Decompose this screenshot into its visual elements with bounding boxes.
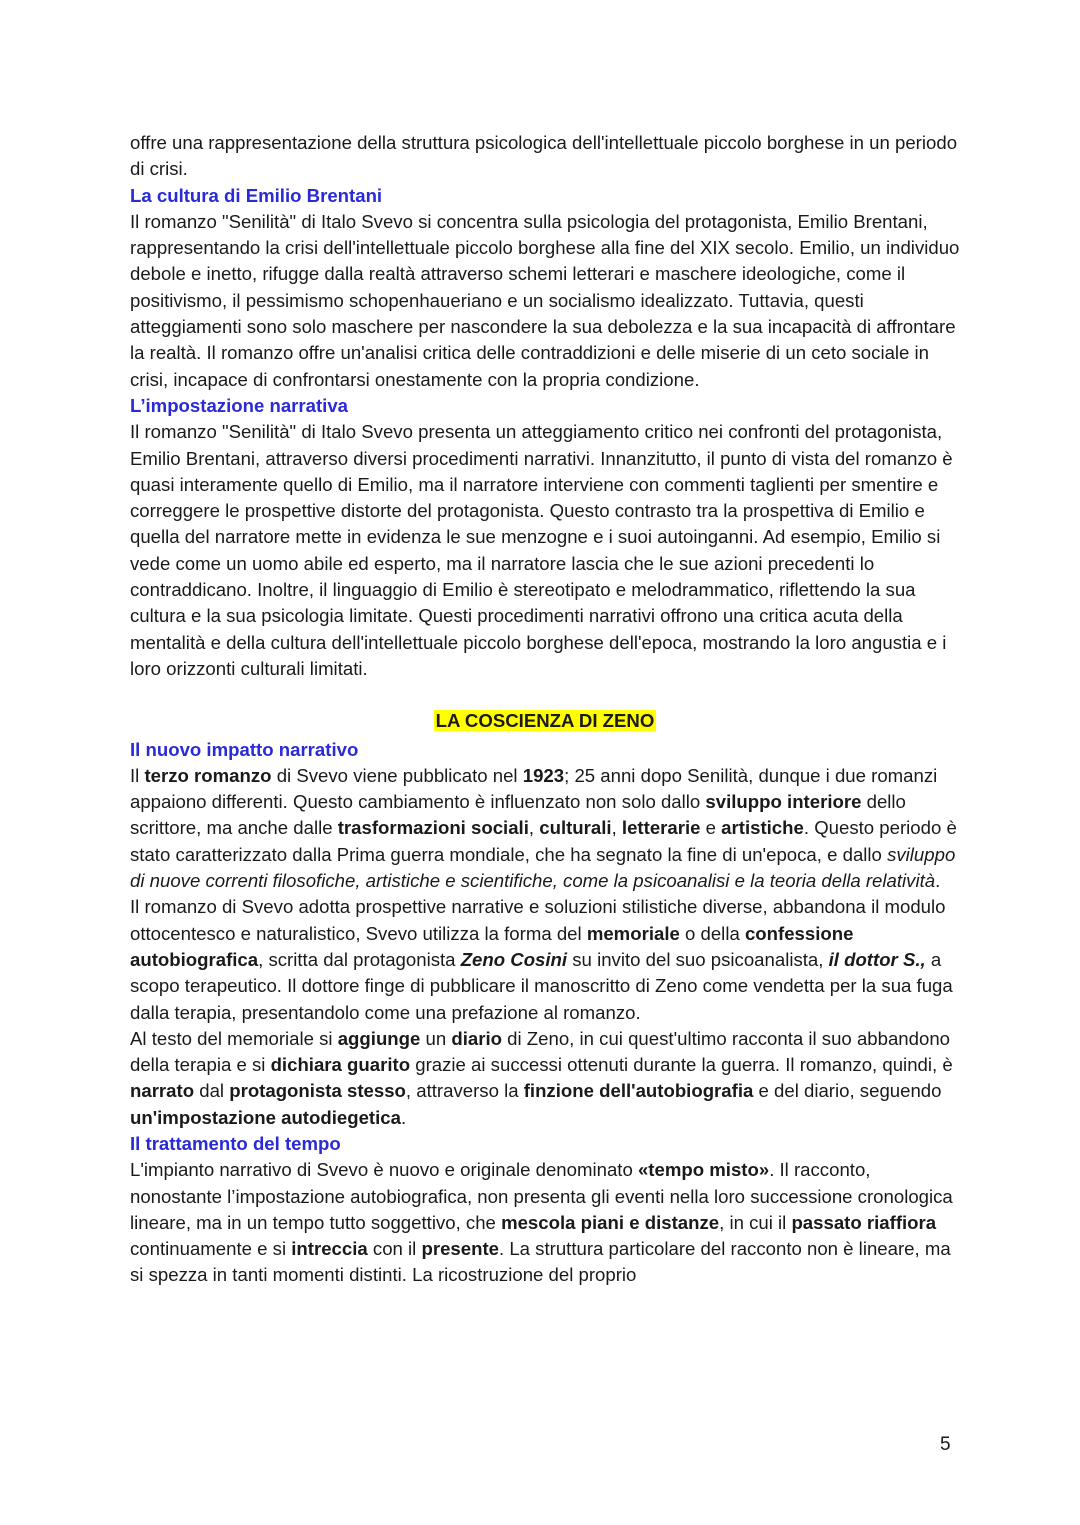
paragraph-intro: offre una rappresentazione della struttura psicologica dell'intellettuale piccolo borghese in un periodo di crisi.	[130, 132, 958, 180]
paragraph-impatto-2: Il romanzo di Svevo adotta prospettive narrative e soluzioni stilistiche diverse, abbandona il modulo ottocentesco e naturalistico, Svevo utilizza la forma del memoriale o della confessione autobiografica, scritta dal protagonista Zeno Cosini su invito del suo psicoanalista, il dottor S., a scopo terapeutico. Il dottore finge di pubblicare il manoscritto di Zeno come vendetta per la sua fuga dalla terapia, presentandolo come una prefazione al romanzo.	[130, 896, 953, 1023]
paragraph-impostazione: Il romanzo "Senilità" di Italo Svevo presenta un atteggiamento critico nei confronti del protagonista, Emilio Brentani, attraverso diversi procedimenti narrativi. Innanzitutto, il punto di vista del romanzo è quasi interamente quello di Emilio, ma il narratore interviene con commenti taglienti per smentire e correggere le prospettive distorte del protagonista. Questo contrasto tra la prospettiva di Emilio e quella del narratore mette in evidenza le sue menzogne e i suoi autoinganni. Ad esempio, Emilio si vede come un uomo abile ed esperto, ma il narratore lascia che le sue azioni precedenti lo contraddicano. Inoltre, il linguaggio di Emilio è stereotipato e melodrammatico, riflettendo la sua cultura e la sua psicologia limitate. Questi procedimenti narrativi offrono una critica acuta della mentalità e della cultura dell'intellettuale piccolo borghese dell'epoca, mostrando la loro angustia e i loro orizzonti culturali limitati.	[130, 421, 953, 679]
heading-impatto: Il nuovo impatto narrativo	[130, 738, 359, 760]
heading-tempo: Il trattamento del tempo	[130, 1132, 341, 1154]
paragraph-tempo: L'impianto narrativo di Svevo è nuovo e originale denominato «tempo misto». Il racconto, nonostante l’impostazione autobiografica, non presenta gli eventi nella loro successione cronologica lineare, ma in un tempo tutto soggettivo, che mescola piani e distanze, in cui il passato riaffiora continuamente e si intreccia con il presente. La struttura particolare del racconto non è lineare, ma si spezza in tanti momenti distinti. La ricostruzione del proprio	[130, 1159, 953, 1286]
heading-impostazione: L’impostazione narrativa	[130, 394, 349, 416]
paragraph-cultura: Il romanzo "Senilità" di Italo Svevo si concentra sulla psicologia del protagonista, Emilio Brentani, rappresentando la crisi dell'intellettuale piccolo borghese alla fine del XIX secolo. Emilio, un individuo debole e inetto, rifugge dalla realtà attraverso schemi letterari e maschere ideologiche, come il positivismo, il pessimismo schopenhaueriano e un socialismo idealizzato. Tuttavia, questi atteggiamenti sono solo maschere per nascondere la sua debolezza e la sua incapacità di affrontare la realtà. Il romanzo offre un'analisi critica delle contraddizioni e delle miserie di un ceto sociale in crisi, incapace di confrontarsi onestamente con la propria condizione.	[130, 210, 960, 390]
paragraph-impatto-3: Al testo del memoriale si aggiunge un diario di Zeno, in cui quest'ultimo racconta il suo abbandono della terapia e si dichiara guarito grazie ai successi ottenuti durante la guerra. Il romanzo, quindi, è narrato dal protagonista stesso, attraverso la finzione dell'autobiografia e del diario, seguendo un'impostazione autodiegetica.	[130, 1027, 953, 1128]
paragraph-impatto-1: Il terzo romanzo di Svevo viene pubblicato nel 1923; 25 anni dopo Senilità, dunque i due romanzi appaiono differenti. Questo cambiamento è influenzato non solo dallo sviluppo interiore dello scrittore, ma anche dalle trasformazioni sociali, culturali, letterarie e artistiche. Questo periodo è stato caratterizzato dalla Prima guerra mondiale, che ha segnato la fine di un'epoca, e dallo sviluppo di nuove correnti filosofiche, artistiche e scientifiche, come la psicoanalisi e la teoria della relatività.	[130, 764, 957, 892]
heading-cultura: La cultura di Emilio Brentani	[130, 184, 383, 206]
page-number: 5	[940, 1434, 951, 1455]
main-title: LA COSCIENZA DI ZENO	[435, 710, 655, 732]
main-title-wrap	[130, 708, 960, 736]
document-page	[130, 130, 960, 1289]
